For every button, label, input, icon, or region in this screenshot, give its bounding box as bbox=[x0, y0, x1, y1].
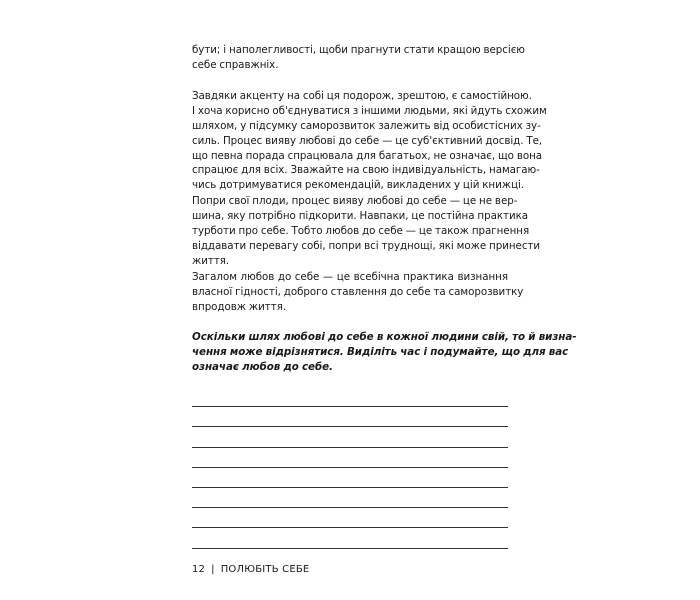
text-line: спрацює для всіх. Зважайте на свою індивідуальність, намагаю- bbox=[192, 164, 540, 177]
page-footer bbox=[192, 564, 309, 576]
text-line: силь. Процес вияву любові до себе — це суб'єктивний досвід. Те, bbox=[192, 134, 543, 147]
writing-line bbox=[192, 488, 508, 508]
text-line: означає любов до себе. bbox=[192, 360, 333, 373]
text-line: впродовж життя. bbox=[192, 300, 287, 313]
paragraph-1 bbox=[192, 43, 525, 73]
writing-line bbox=[192, 407, 508, 427]
text-line: життя. bbox=[192, 254, 230, 267]
text-line: шина, яку потрібно підкорити. Навпаки, це постійна практика bbox=[192, 209, 529, 222]
text-line: чення може відрізнятися. Виділіть час і подумайте, що для вас bbox=[192, 345, 569, 358]
text-line: шляхом, у підсумку саморозвиток залежить від особистісних зу- bbox=[192, 119, 541, 132]
writing-line bbox=[192, 387, 508, 407]
text-line: турботи про себе. Тобто любов до себе — це також прагнення bbox=[192, 224, 530, 237]
text-line: чись дотримуватися рекомендацій, викладених у цій книжці. bbox=[192, 179, 524, 192]
paragraph-4 bbox=[192, 270, 524, 315]
paragraph-3 bbox=[192, 194, 541, 268]
writing-line bbox=[192, 528, 508, 548]
writing-line bbox=[192, 448, 508, 468]
text-line: що певна порада спрацювала для багатьох, не означає, що вона bbox=[192, 149, 543, 162]
text-line: І хоча корисно об'єднуватися з іншими людьми, які йдуть схожим bbox=[192, 104, 547, 117]
text-line: Оскільки шлях любові до себе в кожної людини свій, то й визна- bbox=[192, 331, 577, 343]
writing-line bbox=[192, 508, 508, 528]
text-line: себе справжніх. bbox=[192, 58, 279, 71]
page-number: 12 bbox=[192, 564, 206, 575]
text-line: Попри свої плоди, процес вияву любові до себе — це не вер- bbox=[192, 195, 518, 207]
text-line: віддавати перевагу собі, попри всі труднощі, які може принести bbox=[192, 239, 541, 252]
text-line: бути; і наполегливості, щоби прагнути стати кращою версією bbox=[192, 44, 525, 56]
running-title: ПОЛЮБІТЬ СЕБЕ bbox=[220, 564, 310, 575]
writing-line bbox=[192, 427, 508, 447]
text-line: Завдяки акценту на собі ця подорож, зрештою, є самостійною. bbox=[192, 90, 532, 102]
reflection-prompt bbox=[192, 330, 577, 375]
writing-line bbox=[192, 468, 508, 488]
text-line: власної гідності, доброго ставлення до себе та саморозвитку bbox=[192, 285, 524, 298]
paragraph-2 bbox=[192, 89, 547, 193]
text-line: Загалом любов до себе — це всебічна практика визнання bbox=[192, 271, 508, 283]
footer-separator: | bbox=[211, 564, 215, 575]
writing-lines bbox=[192, 387, 508, 549]
